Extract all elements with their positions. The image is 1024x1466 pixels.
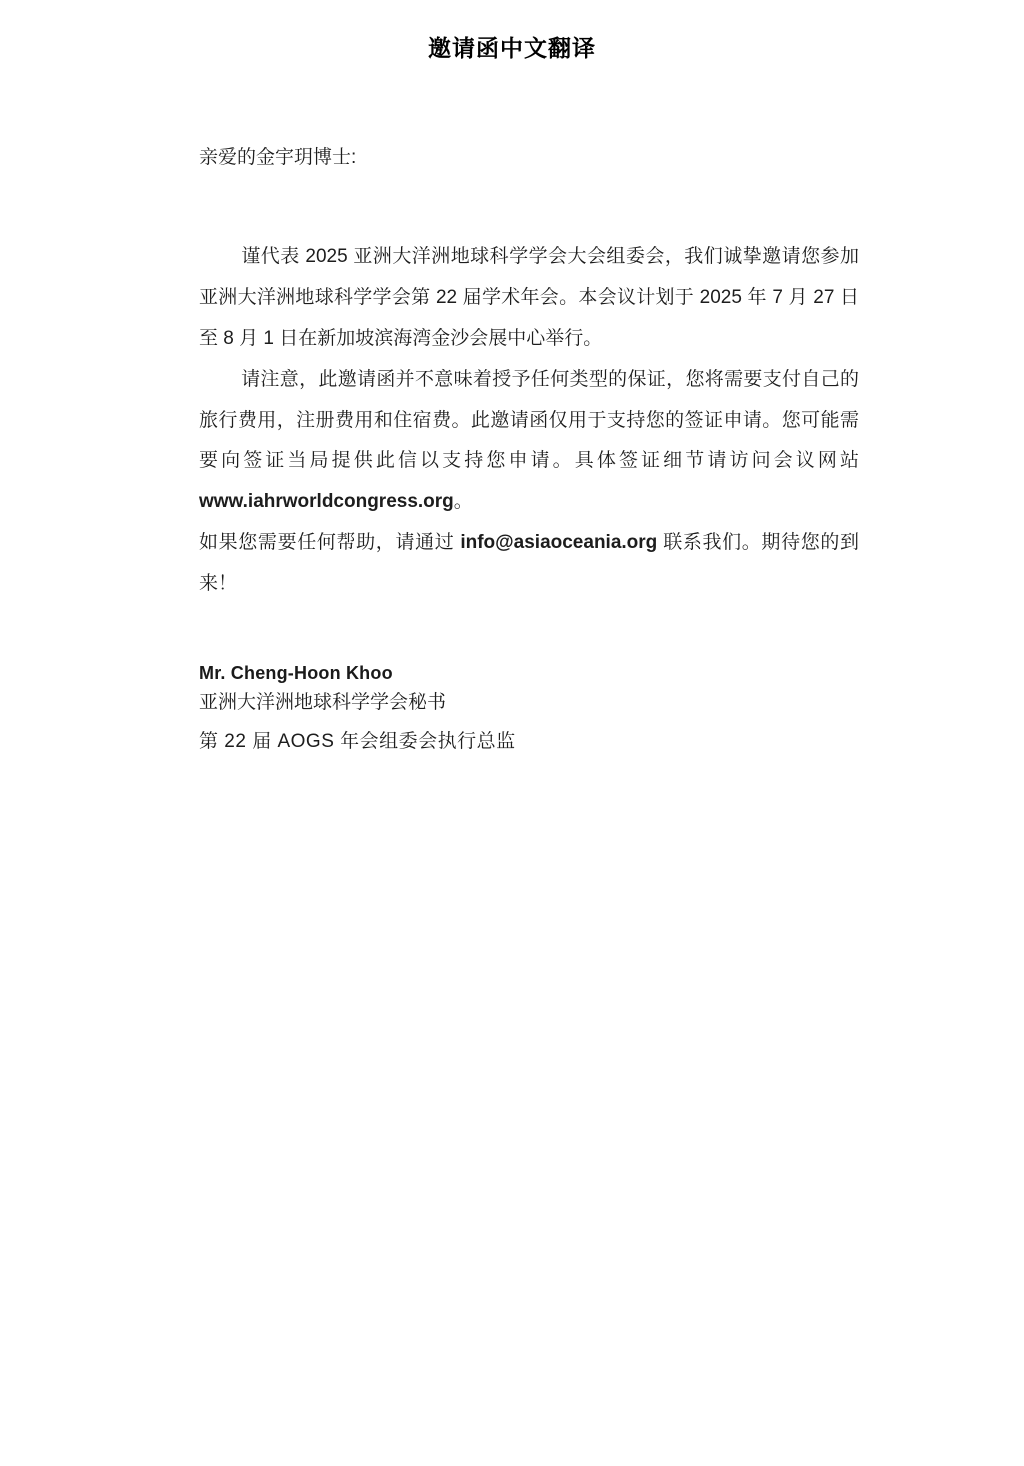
conference-website-link[interactable]: www.iahrworldcongress.org <box>199 491 454 513</box>
salutation: 亲爱的金宇玥博士: <box>199 147 357 168</box>
paragraph-disclaimer-text: 请注意，此邀请函并不意味着授予任何类型的保证，您将需要支付自己的旅行费用，注册费用和住宿费。此邀请函仅用于支持您的签证申请。您可能需要向签证当局提供此信以支持您申请。具体签证细节请访问会议网站 <box>199 368 859 472</box>
paragraph-invitation-text: 谨代表 2025 亚洲大洋洲地球科学学会大会组委会，我们诚挚邀请您参加亚洲大洋洲地球科学学会第 22 届学术年会。本会议计划于 2025 年 7 月 27 日至 8 月 1 日在新加坡滨海湾金沙会展中心举行。 <box>199 246 859 349</box>
signatory-name: Mr. Cheng-Hoon Khoo <box>199 662 393 683</box>
signatory-role-director: 第 22 届 AOGS 年会组委会执行总监 <box>199 730 516 752</box>
paragraph-contact <box>199 523 859 605</box>
signatory-role-secretary: 亚洲大洋洲地球科学学会秘书 <box>199 691 447 713</box>
contact-email-link[interactable]: info@asiaoceania.org <box>460 532 658 554</box>
document-page <box>0 18 1024 1466</box>
paragraph-invitation <box>199 237 859 360</box>
paragraph-contact-tail: 联系我们。期待您的到来！ <box>199 532 860 594</box>
paragraph-disclaimer <box>199 360 859 523</box>
paragraph-disclaimer-tail: 。 <box>453 491 473 513</box>
letter-body <box>165 141 859 762</box>
page-title: 邀请函中文翻译 <box>428 36 596 61</box>
paragraph-contact-text: 如果您需要任何帮助，请通过 <box>199 532 461 554</box>
signature-block <box>199 663 859 762</box>
